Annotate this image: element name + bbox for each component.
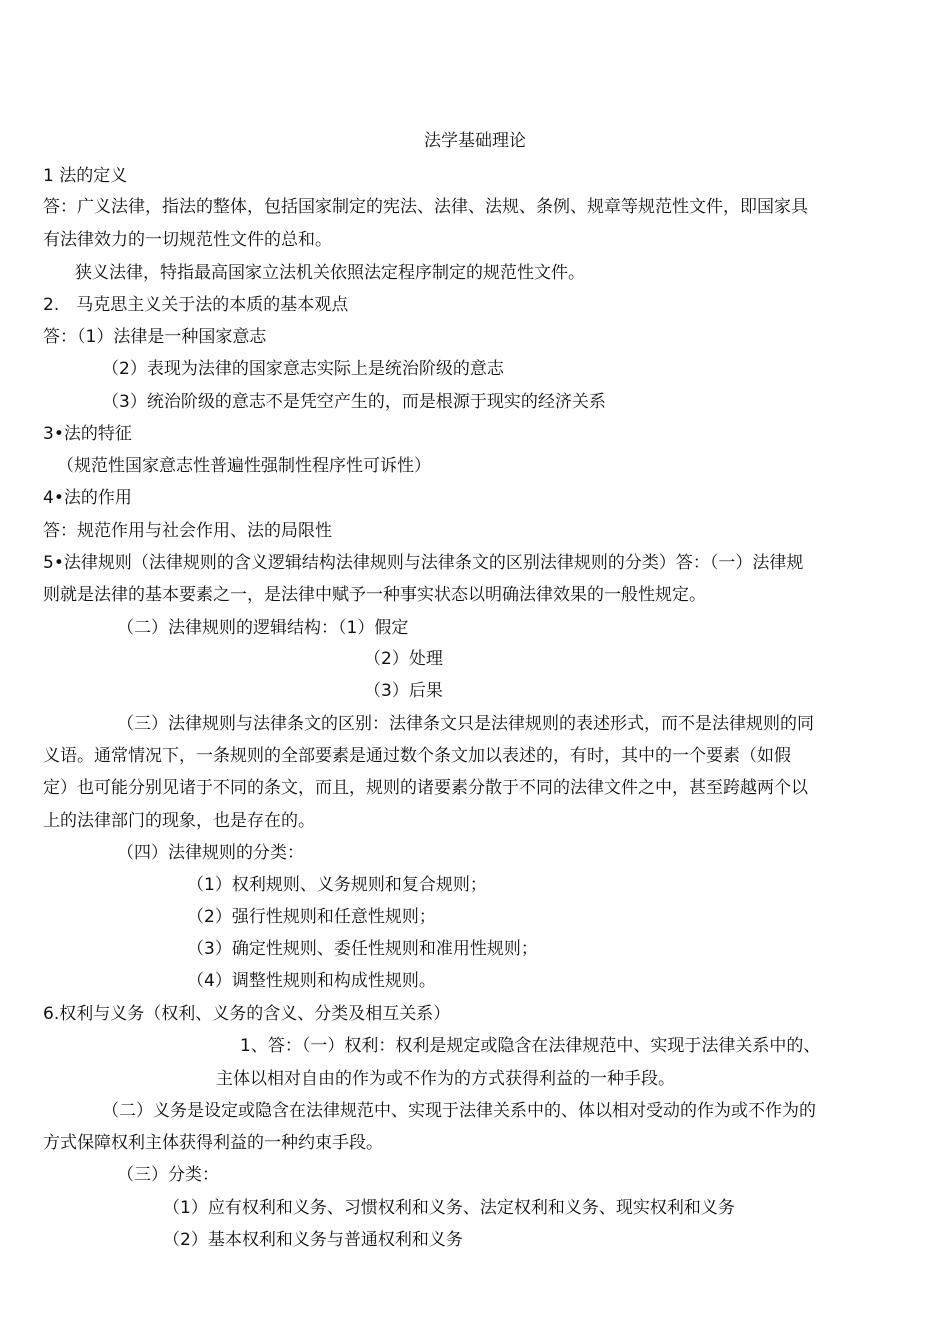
paragraph-line: 狭义法律，特指最高国家立法机关依照法定程序制定的规范性文件。	[75, 263, 585, 283]
list-item: （3）确定性规则、委任性规则和准用性规则；	[187, 939, 538, 959]
paragraph-line: （3）统治阶级的意志不是凭空产生的，而是根源于现实的经济关系	[102, 392, 606, 412]
paragraph-line: 则就是法律的基本要素之一，是法律中赋予一种事实状态以明确法律效果的一般性规定。	[43, 585, 706, 605]
paragraph-line: （四）法律规则的分类：	[117, 843, 304, 863]
paragraph-line: 主体以相对自由的作为或不作为的方式获得利益的一种手段。	[216, 1069, 675, 1089]
paragraph-line: （二）义务是设定或隐含在法律规范中、实现于法律关系中的、体以相对受动的作为或不作为的	[102, 1101, 816, 1121]
heading-3: 3•法的特征	[43, 424, 132, 444]
paragraph-line: 定）也可能分别见诸于不同的条文，而且，规则的诸要素分散于不同的法律文件之中，甚至跨越两个以	[43, 778, 808, 798]
paragraph-line: （三）法律规则与法律条文的区别：法律条文只是法律规则的表述形式，而不是法律规则的同	[117, 714, 814, 734]
heading-6: 6.权利与义务（权利、义务的含义、分类及相互关系）	[43, 1004, 451, 1024]
paragraph-line: 1、答：（一）权利：权利是规定或隐含在法律规范中、实现于法律关系中的、	[240, 1036, 821, 1056]
list-item: （1）应有权利和义务、习惯权利和义务、法定权利和义务、现实权利和义务	[163, 1198, 735, 1218]
paragraph-line: 答：规范作用与社会作用、法的局限性	[43, 521, 332, 541]
paragraph-line: 有法律效力的一切规范性文件的总和。	[43, 230, 332, 250]
list-item: （2）基本权利和义务与普通权利和义务	[163, 1230, 463, 1250]
paragraph-line: （三）分类：	[117, 1165, 219, 1185]
list-item: （1）权利规则、义务规则和复合规则；	[187, 875, 487, 895]
paragraph-line: （3）后果	[364, 681, 443, 701]
paragraph-line: 答：广义法律，指法的整体，包括国家制定的宪法、法律、法规、条例、规章等规范性文件，即国家具	[43, 197, 808, 217]
heading-2: 2. 马克思主义关于法的本质的基本观点	[43, 295, 349, 315]
paragraph-line: 义语。通常情况下，一条规则的全部要素是通过数个条文加以表述的，有时，其中的一个要素（如假	[43, 746, 791, 766]
paragraph-line: （二）法律规则的逻辑结构：（1）假定	[117, 618, 409, 638]
heading-4: 4•法的作用	[43, 488, 132, 508]
paragraph-line: （2）处理	[364, 649, 443, 669]
heading-1: 1 法的定义	[43, 166, 128, 186]
paragraph-line: （规范性国家意志性普遍性强制性程序性可诉性）	[57, 456, 431, 476]
list-item: （2）强行性规则和任意性规则；	[187, 907, 436, 927]
paragraph-line: 上的法律部门的现象，也是存在的。	[43, 811, 315, 831]
document-title: 法学基础理论	[424, 131, 526, 151]
list-item: （4）调整性规则和构成性规则。	[187, 971, 436, 991]
paragraph-line: （2）表现为法律的国家意志实际上是统治阶级的意志	[102, 359, 504, 379]
paragraph-line: 方式保障权利主体获得利益的一种约束手段。	[43, 1133, 383, 1153]
heading-5: 5•法律规则（法律规则的含义逻辑结构法律规则与法律条文的区别法律规则的分类）答：（一）法律规	[43, 553, 804, 573]
paragraph-line: 答：（1）法律是一种国家意志	[43, 327, 267, 347]
